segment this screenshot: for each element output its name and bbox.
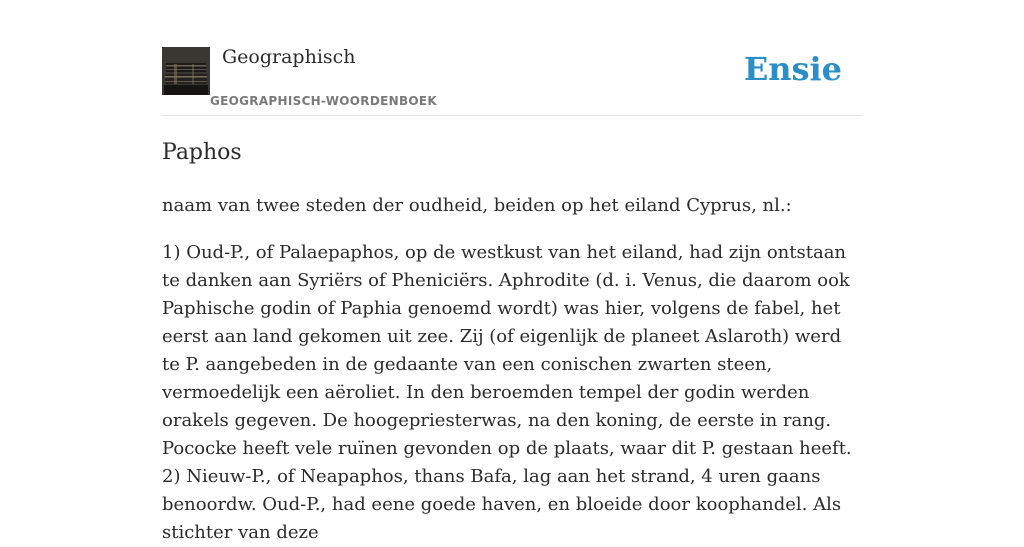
page-header: [162, 0, 862, 116]
page-container: [162, 0, 862, 543]
article-body: [162, 192, 862, 547]
article-paragraph-2: 2) Nieuw-P., of Neapaphos, thans Bafa, lag aan het strand, 4 uren gaans benoordw. Oud-P., had eene goede haven, en bloeide door koophandel. Als stichter van deze: [162, 466, 842, 543]
article-intro: naam van twee steden der oudheid, beiden op het eiland Cyprus, nl.:: [162, 195, 792, 216]
page-title: Paphos: [162, 140, 242, 165]
books-avatar-icon[interactable]: [162, 47, 210, 95]
source-name[interactable]: Geographisch: [222, 46, 356, 68]
article-paragraph-1: 1) Oud-P., of Palaepaphos, op de westkust van het eiland, had zijn ontstaan te danken aan Syriërs of Pheniciërs. Aphrodite (d. i. Venus, die daarom ook Paphische godin of Paphia genoemd wordt) was hier, volgens de fabel, het eerst aan land gekomen uit zee. Zij (of eigenlijk de planeet Aslaroth) werd te P. aangebeden in de gedaante van een conischen zwarten steen, vermoedelijk een aëroliet. In den beroemden tempel der godin werden orakels gegeven. De hoogepriesterwas, na den koning, de eerste in rang. Pococke heeft vele ruïnen gevonden op de plaats, waar dit P. gestaan heeft.: [162, 242, 852, 459]
source-subtitle[interactable]: GEOGRAPHISCH-WOORDENBOEK: [210, 94, 437, 108]
brand-logo-link[interactable]: Ensie: [743, 50, 842, 88]
header-divider: [162, 115, 862, 116]
